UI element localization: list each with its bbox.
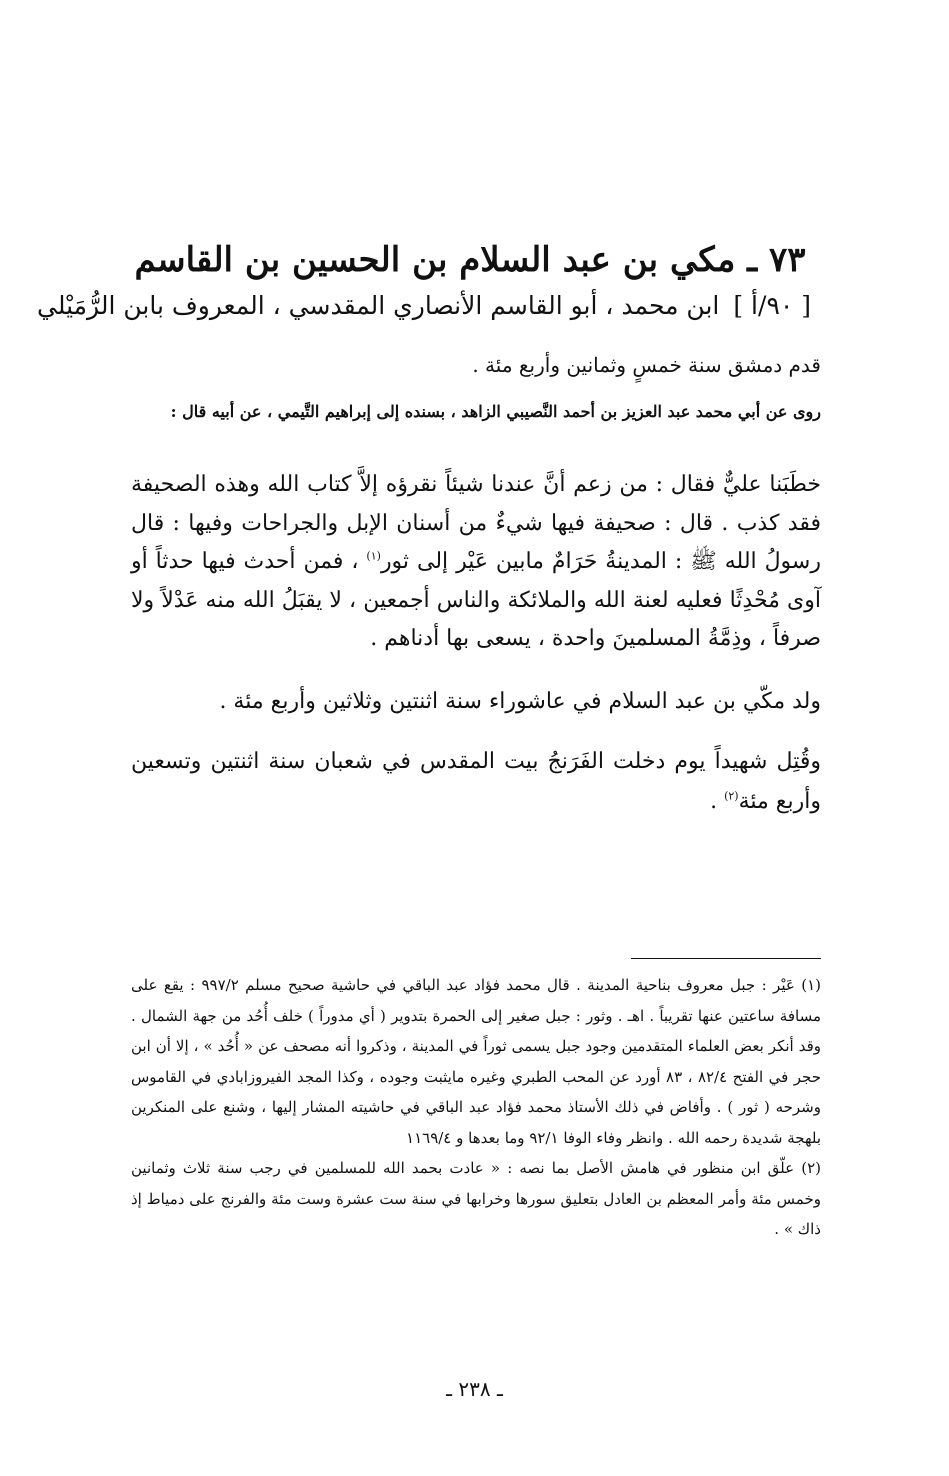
footnote-marker-2[interactable]: (٢) bbox=[724, 789, 739, 803]
hadith-paragraph bbox=[131, 466, 821, 659]
lineage-text: ابن محمد ، أبو القاسم الأنصاري المقدسي ، المعروف بابن الرُّمَيْلي bbox=[36, 291, 720, 320]
entry-subtitle bbox=[36, 286, 811, 326]
entry-title: ٧٣ ـ مكي بن عبد السلام بن الحسين بن القاسم bbox=[134, 240, 806, 280]
footnote-separator bbox=[631, 958, 821, 959]
narration-chain: روى عن أبي محمد عبد العزيز بن أحمد النَّصيبي الزاهد ، بسنده إلى إبراهيم التَّيمي ، عن أبيه قال : bbox=[170, 402, 821, 421]
footnote-marker-1[interactable]: (١) bbox=[366, 549, 381, 563]
footnotes bbox=[131, 970, 821, 1245]
footnote-1: (١) عَيْر : جبل معروف بناحية المدينة . قال محمد فؤاد عبد الباقي في حاشية صحيح مسلم ٩٩٧/٢ : يقع على مسافة ساعتين عنها تقريباً . اهـ . وثور : جبل صغير إلى الحمرة بتدوير ( أي مدوراً ) خلف أُحُد من جهة الشمال . وقد أنكر بعض العلماء المتقدمين وجود جبل يسمى ثوراً في المدينة ، وذكروا أنه مصحف عن « أُحُد » ، إلا أن ابن حجر في الفتح ٨٢/٤ ، ٨٣ أورد عن المحب الطبري وغيره مايثبت وجوده ، وكذا المجد الفيروزابادي في القاموس وشرحه ( ثور ) . وأفاض في ذلك الأستاذ محمد فؤاد عبد الباقي في حاشيته المشار إليها ، وشنع على المنكرين بلهجة شديدة رحمه الله . وانظر وفاء الوفا ٩٢/١ وما بعدها و ١١٦٩/٤ bbox=[131, 976, 821, 1147]
page-number: ـ ٢٣٨ ـ bbox=[446, 1377, 503, 1401]
death-paragraph bbox=[131, 742, 821, 822]
footnote-2: (٢) علّق ابن منظور في هامش الأصل بما نصه : « عادت بحمد الله للمسلمين في رجب سنة ثلاث وثمانين وخمس مئة وأمر المعظم بن العادل بتعليق سورها وخرابها في سنة ست عشرة وست مئة والفرنج على دمياط إذ ذاك » . bbox=[131, 1159, 821, 1238]
arrival-paragraph: قدم دمشق سنة خمسٍ وثمانين وأربع مئة . bbox=[472, 353, 821, 377]
hadith-text-part1: خطَبَنا عليٌّ فقال : من زعم أنَّ عندنا شيئاً نقرؤه إلاَّ كتاب الله وهذه الصحيفة فقد كذب . قال : صحيفة فيها شيءٌ من أسنان الإبل والجراحات وفيها : قال رسولُ الله ﷺ : المدينةُ حَرَامٌ مابين عَيْر إلى ثور bbox=[131, 472, 821, 574]
death-text: وقُتِل شهيداً يوم دخلت الفَرَنجُ بيت المقدس في شعبان سنة اثنتين وتسعين وأربع مئة bbox=[131, 749, 821, 814]
death-text-end: . bbox=[710, 789, 725, 814]
folio-reference: [ ٩٠/أ ] bbox=[733, 291, 811, 320]
hadith-text-part2: ، فمن أحدث فيها حدثاً أو آوى مُحْدِثًا فعليه لعنة الله والملائكة والناس أجمعين ، لا يقبَلُ الله منه عَدْلاً ولا صرفاً ، وذِمَّةُ المسلمينَ واحدة ، يسعى بها أدناهم . bbox=[131, 549, 821, 651]
birth-paragraph: ولد مكّي بن عبد السلام في عاشوراء سنة اثنتين وثلاثين وأربع مئة . bbox=[219, 689, 821, 714]
